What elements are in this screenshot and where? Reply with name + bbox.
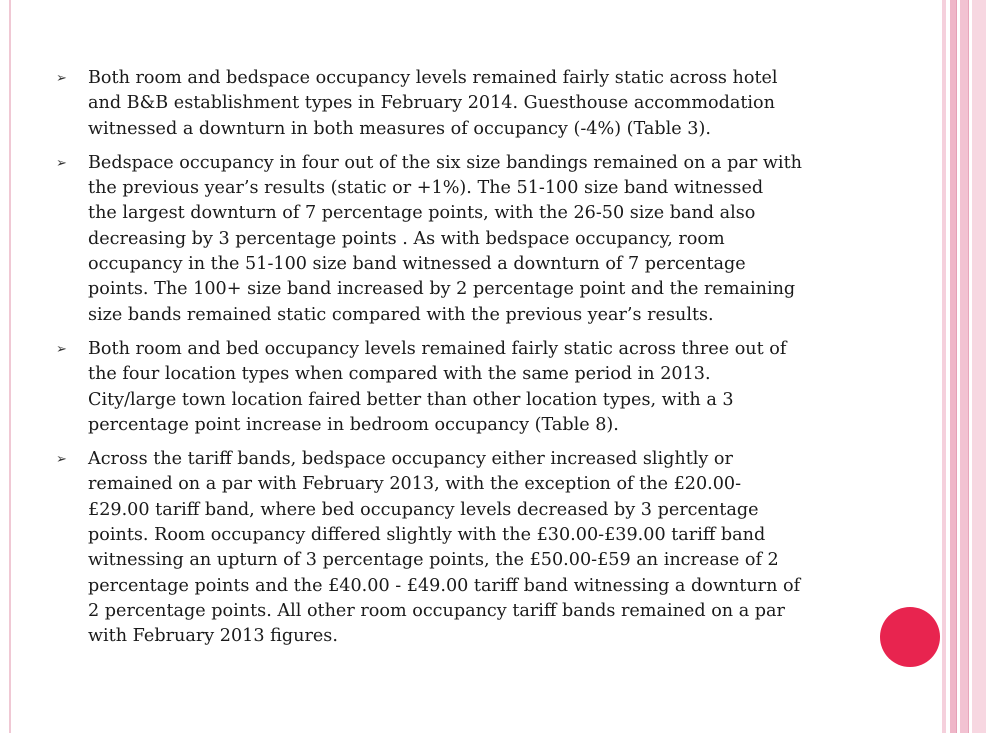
stripe xyxy=(968,0,969,733)
right-stripe-decoration xyxy=(942,0,986,733)
text-line: Across the tariff bands, bedspace occupancy either increased slightly or xyxy=(88,449,733,470)
text-line: points. The 100+ size band increased by 2 percentage point and the remaining xyxy=(88,279,796,300)
text-line: the four location types when compared with the same period in 2013. xyxy=(88,364,711,385)
text-line: decreasing by 3 percentage points . As with bedspace occupancy, room xyxy=(88,228,725,249)
bullet-text xyxy=(88,337,886,438)
bullet-text xyxy=(88,447,886,649)
bullet-text xyxy=(88,151,886,328)
stripe xyxy=(942,0,946,733)
bullet-item xyxy=(56,337,886,438)
text-line: witnessing an upturn of 3 percentage points, the £50.00-£59 an increase of 2 xyxy=(88,550,779,571)
text-line: percentage points and the £40.00 - £49.00 tariff band witnessing a downturn of xyxy=(88,575,801,596)
bullet-item xyxy=(56,66,886,142)
text-line: £29.00 tariff band, where bed occupancy levels decreased by 3 percentage xyxy=(88,499,759,520)
slide-body xyxy=(56,66,886,659)
accent-circle-decoration xyxy=(880,607,940,667)
stripe xyxy=(956,0,957,733)
stripe xyxy=(960,0,968,733)
text-line: occupancy in the 51-100 size band witnessed a downturn of 7 percentage xyxy=(88,254,746,275)
text-line: the previous year’s results (static or +1%). The 51-100 size band witnessed xyxy=(88,178,764,199)
text-line: witnessed a downturn in both measures of occupancy (-4%) (Table 3). xyxy=(88,118,711,139)
left-border-decoration xyxy=(0,0,11,733)
stripe xyxy=(972,0,986,733)
bullet-item xyxy=(56,447,886,649)
text-line: 2 percentage points. All other room occupancy tariff bands remained on a par xyxy=(88,600,785,621)
arrow-bullet-icon: ➢ xyxy=(56,155,67,171)
text-line: with February 2013 figures. xyxy=(88,626,338,647)
text-line: the largest downturn of 7 percentage points, with the 26-50 size band also xyxy=(88,203,756,224)
arrow-bullet-icon: ➢ xyxy=(56,341,67,357)
text-line: remained on a par with February 2013, with the exception of the £20.00- xyxy=(88,474,742,495)
text-line: percentage point increase in bedroom occupancy (Table 8). xyxy=(88,414,619,435)
text-line: City/large town location faired better than other location types, with a 3 xyxy=(88,389,734,410)
text-line: and B&B establishment types in February 2014. Guesthouse accommodation xyxy=(88,93,775,114)
bullet-item xyxy=(56,151,886,328)
arrow-bullet-icon: ➢ xyxy=(56,452,67,468)
text-line: points. Room occupancy differed slightly with the £30.00-£39.00 tariff band xyxy=(88,525,766,546)
text-line: Both room and bedspace occupancy levels remained fairly static across hotel xyxy=(88,68,778,88)
text-line: Bedspace occupancy in four out of the six size bandings remained on a par with xyxy=(88,152,802,173)
arrow-bullet-icon: ➢ xyxy=(56,71,67,86)
text-line: Both room and bed occupancy levels remained fairly static across three out of xyxy=(88,338,787,359)
bullet-text xyxy=(88,66,886,142)
text-line: size bands remained static compared with the previous year’s results. xyxy=(88,304,714,325)
